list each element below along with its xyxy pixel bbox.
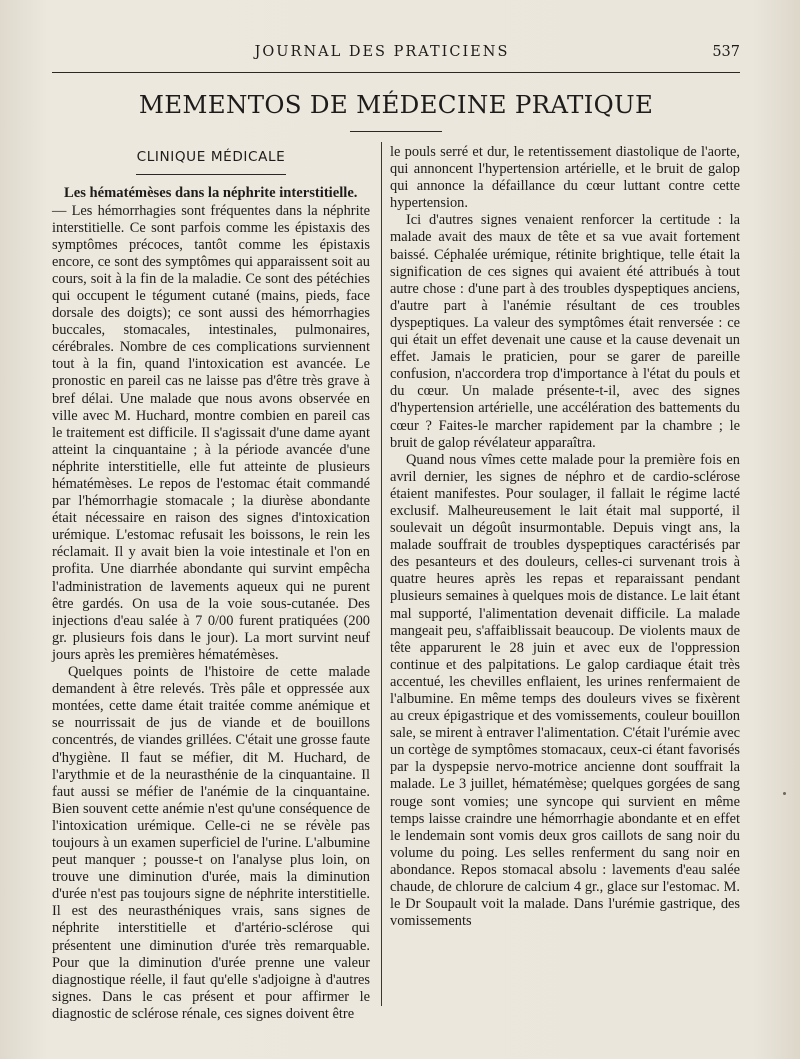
- paragraph: Ici d'autres signes venaient renforcer la certitude : la malade avait des maux de tête et sa vue avait fortement baissé. Céphalée urémique, rétinite brightique, telle était la signification de ces signes qui avaient été attribués à tout autre chose : d'une part à des troubles dyspeptiques anciens, d'autre part à l'anémie résultant de ces troubles dyspeptiques. La valeur des symptômes était renversée : ce qui était un effet devenait une cause et la cause devenait un effet. Jamais le praticien, pour se garer de pareille confusion, n'accordera trop d'importance à l'état du pouls et du cœur. Un malade présente-t-il, avec des signes d'hypertension artérielle, une accélération des battements du cœur ? Faites-le marcher rapidement par la chambre ; le bruit de galop révélateur apparaîtra.: [390, 212, 740, 451]
- paragraph: le pouls serré et dur, le retentissement diastolique de l'aorte, qui annoncent l'hypertension artérielle, et le bruit de galop qui annonce la défaillance du cœur luttant contre cette hypertension.: [390, 144, 740, 212]
- paper-speck: [783, 792, 786, 795]
- journal-title: JOURNAL DES PRATICIENS: [254, 44, 510, 60]
- header-rule: [52, 72, 740, 73]
- paragraph: Quelques points de l'histoire de cette malade demandent à être relevés. Très pâle et oppressée aux montées, cette dame était traitée comme anémique et se nourrissait de jus de viande et de bouillons concentrés, de viandes grillées. C'était une grosse faute d'hygiène. Il faut se méfier, dit M. Huchard, de l'arythmie et de la neurasthénie de la cinquantaine. Il faut aussi se méfier de l'anémie de la cinquantaine. Bien souvent cette anémie n'est qu'une conséquence de l'intoxication urémique. Celle-ci ne se révèle pas toujours à un examen superficiel de l'urine. L'albumine peut manquer ; pousse-t on l'analyse plus loin, on trouve une diminution d'urée, mais la diminution d'urée n'est pas toujours signe de néphrite interstitielle. Il est des neurasthéniques vrais, sans signes de néphrite interstitielle et d'artério-sclérose qui présentent une diminution d'urée très remarquable. Pour que la diminution d'urée prenne une valeur diagnostique réelle, il faut qu'elle s'adjoigne à d'autres signes. Dans le cas présent et pour affirmer le diagnostic de sclérose rénale, ces signes doivent être: [52, 664, 370, 1022]
- right-column: [390, 144, 740, 930]
- title-rule: [350, 131, 442, 132]
- article-title: Les hématémèses dans la néphrite interstitielle.: [64, 185, 358, 201]
- left-column: [52, 144, 370, 1023]
- paragraph: Quand nous vîmes cette malade pour la première fois en avril dernier, les signes de néphro et de cardio-sclérose étaient manifestes. Pour soulager, il fallait le régime lacté exclusif. Malheureusement le lait était mal supporté, il soulevait un dégoût insurmontable. Depuis vingt ans, la malade souffrait de troubles dyspeptiques caractérisés par des pesanteurs et des douleurs, celles-ci survenant trois à quatre heures après les repas et reparaissant pendant plusieurs semaines à quelques mois de distance. Le lait étant mal supporté, l'alimentation devenait difficile. La malade mangeait peu, s'affaiblissait beaucoup. De violents maux de tête apparurent le 28 juin et avec eux de l'oppression continue et des palpitations. Le galop cardiaque était très accentué, les chevilles enflaient, les urines renfermaient de l'albumine. En même temps des douleurs vives se fixèrent au creux épigastrique et des vomissements, couleur bouillon sale, se mirent à entraver l'alimentation. C'était l'urémie avec un cortège de symptômes stomacaux, ceux-ci étant favorisés par la dyspepsie nervo-motrice ancienne dont souffrait la malade. Le 3 juillet, hématémèse; quelques gorgées de sang rouge sont vomies; une syncope qui survient en même temps laisse craindre une hémorrhagie abondante et en effet le lendemain sont vomis deux gros caillots de sang noir du volume du poing. Les selles renferment du sang noir en abondance. Repos stomacal absolu : lavements d'eau salée chaude, de chlorure de calcium 4 gr., glace sur l'estomac. M. le Dr Soupault voit la malade. Dans l'urémie gastrique, des vomissements: [390, 451, 740, 930]
- page-number: 537: [712, 44, 740, 60]
- section-title: MEMENTOS DE MÉDECINE PRATIQUE: [138, 90, 654, 119]
- subheading-rule: [136, 174, 286, 175]
- column-divider: [381, 142, 382, 1006]
- section-subheading: CLINIQUE MÉDICALE: [136, 149, 286, 165]
- paragraph: — Les hémorrhagies sont fréquentes dans la néphrite interstitielle. Ce sont parfois comme les épistaxis des symptômes précoces, tantôt comme les épistaxis encore, ce sont des symptômes qui apparaissent soit au cours, soit à la fin de la maladie. Ce sont des pétéchies qui occupent le tégument cutané (mains, pieds, face dorsale des doigts); ce sont aussi des hémorrhagies buccales, stomacales, intestinales, pulmonaires, cérébrales. Nombre de ces complications surviennent tout à la fin, quand l'intoxication est avancée. Le pronostic en pareil cas ne laisse pas d'être très grave à bref délai. Une malade que nous avons observée en ville avec M. Huchard, montre combien en pareil cas le traitement est difficile. Il s'agissait d'une dame ayant atteint la cinquantaine ; à la période avancée d'une néphrite interstitielle, elle fut atteinte de plusieurs hématémèses. Le repos de l'estomac était commandé par l'hémorrhagie stomacale ; la diurèse abondante était nécessaire en raison des signes d'intoxication urémique. L'estomac refusait les boissons, le rein les réclamait. Il y avait bien la voie intestinale et l'on en profita. Une diarrhée abondante qui survint empêcha l'administration de lavements aqueux qui ne purent être gardés. On usa de la voie sous-cutanée. Des injections d'eau salée à 7 0/00 furent pratiquées (200 gr. plusieurs fois dans le jour). La mort survint neuf jours après les premières hématémèses.: [52, 202, 370, 663]
- running-head: [24, 44, 740, 66]
